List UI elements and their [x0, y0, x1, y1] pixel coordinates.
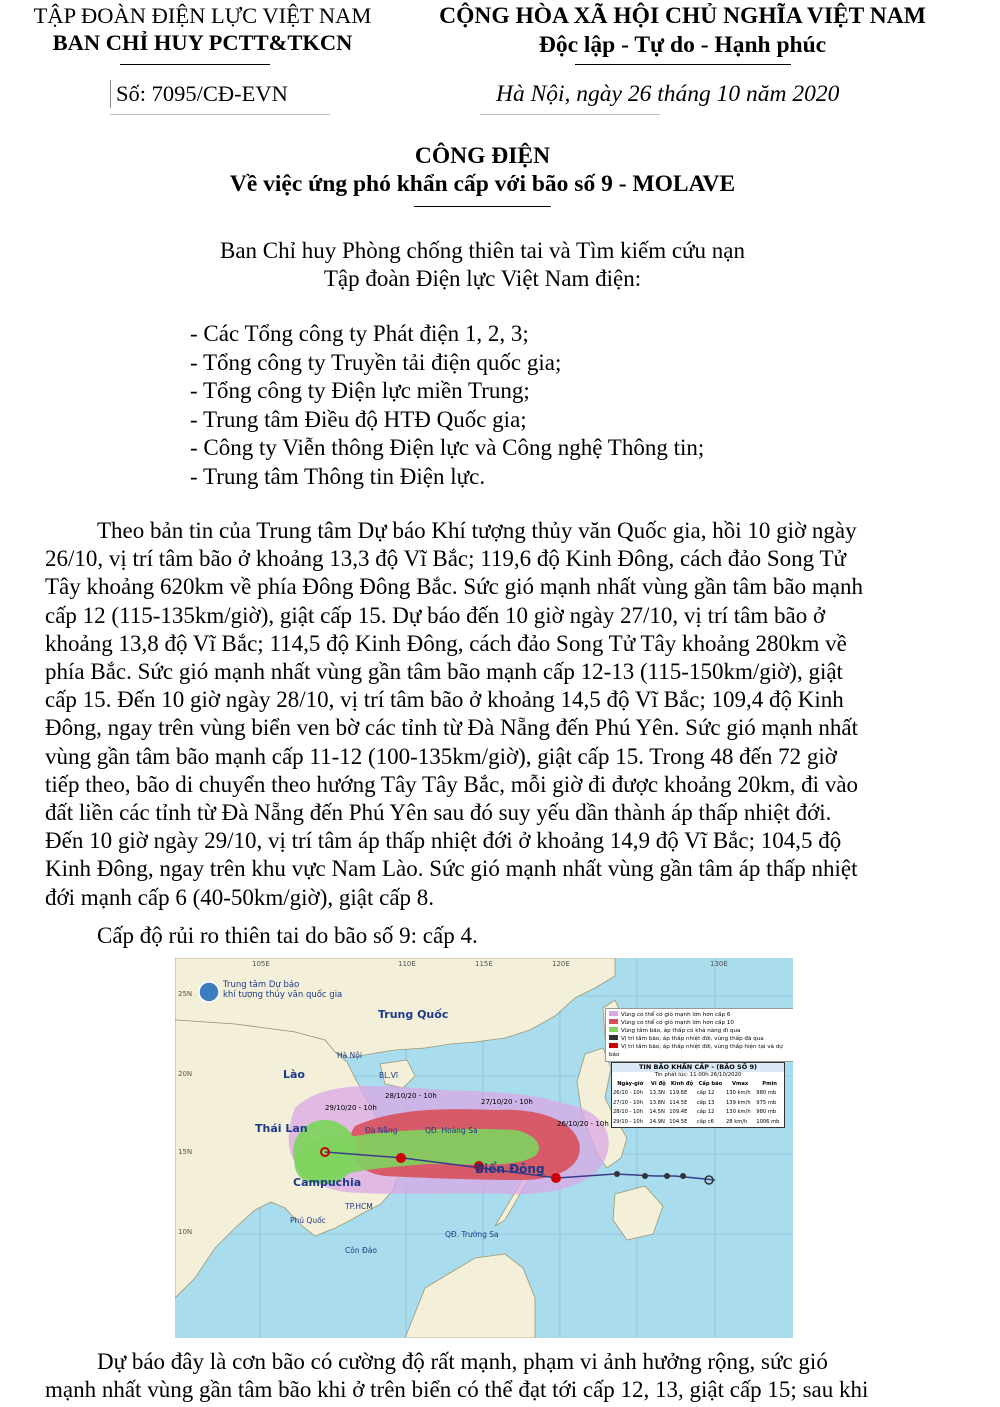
bulletin-title: TIN BÃO KHẨN CẤP - (BÃO SỐ 9) — [612, 1063, 784, 1072]
label-phuquoc: Phú Quốc — [290, 1216, 326, 1225]
land-borneo — [405, 1254, 535, 1338]
bulletin-row: 28/10 - 10h 14.5N 109.4E cấp 12 130 km/h 980 mb — [613, 1109, 777, 1115]
recipient-item: - Tổng công ty Truyền tải điện quốc gia; — [190, 349, 562, 375]
label-track-26: 26/10/20 - 10h — [557, 1120, 609, 1128]
lon-label: 130E — [710, 960, 728, 968]
label-track-28: 28/10/20 - 10h — [385, 1092, 437, 1100]
lon-label: 110E — [398, 960, 416, 968]
recipient-item: - Trung tâm Thông tin Điện lực. — [190, 463, 486, 489]
label-east-sea: Biển Đông — [475, 1162, 545, 1176]
lon-label: 105E — [252, 960, 270, 968]
bulletin-row: 29/10 - 10h 14.9N 104.5E cấp c6 28 km/h 1006 mb — [613, 1118, 780, 1125]
para-line: 26/10, vị trí tâm bão ở khoảng 13,3 độ Vĩ Bắc; 119,6 độ Kinh Đông, cách đảo Song Tử — [45, 546, 847, 572]
doc-subject: Về việc ứng phó khẩn cấp với bão số 9 - MOLAVE — [229, 171, 736, 197]
lat-label: 15N — [178, 1148, 193, 1156]
label-condao: Côn Đảo — [345, 1246, 377, 1255]
para-line: phía Bắc. Sức gió mạnh nhất vùng gần tâm bão mạnh cấp 12-13 (115-150km/giờ), giật — [45, 659, 843, 685]
para-line: mạnh nhất vùng gần tâm bão khi ở trên biển có thể đạt tới cấp 12, 13, giật cấp 15; sau khi — [45, 1377, 869, 1403]
land-mindanao — [613, 1186, 663, 1240]
doc-title — [0, 142, 965, 198]
lat-label: 20N — [178, 1070, 193, 1078]
legend-item: Vị trí tâm bão, áp thấp nhiệt đới, vùng thấp đã qua — [609, 1035, 793, 1043]
number-rule — [110, 114, 330, 115]
para-line: Đến 10 giờ ngày 29/10, vị trí tâm áp thấp nhiệt đới ở khoảng 14,9 độ Vĩ Bắc; 104,5 độ — [45, 828, 842, 854]
para-line: tiếp theo, bão di chuyển theo hướng Tây Tây Bắc, mỗi giờ đi được khoảng 20km, đi vào — [45, 771, 859, 797]
recipient-item: - Công ty Viễn thông Điện lực và Công nghệ Thông tin; — [190, 435, 705, 460]
past-point — [614, 1171, 620, 1177]
label-bachlongvi: BL.Vĩ — [379, 1071, 398, 1080]
para-line: cấp 15. Đến 10 giờ ngày 28/10, vị trí tâm bão ở khoảng 14,5 độ Vĩ Bắc; 109,4 độ Kinh — [45, 687, 844, 713]
lat-label: 25N — [178, 990, 193, 998]
track-point-26 — [551, 1173, 561, 1183]
agency-line1: Trung tâm Dự báo — [223, 980, 300, 990]
agency-logo — [199, 982, 219, 1002]
doc-type: CÔNG ĐIỆN — [414, 143, 551, 169]
label-track-29: 29/10/20 - 10h — [325, 1104, 377, 1112]
national-motto — [410, 2, 955, 60]
bulletin-row: 27/10 - 10h 13.8N 114.5E cấp 13 139 km/h 975 mb — [613, 1099, 777, 1106]
past-point — [642, 1173, 648, 1179]
motto-underline — [575, 64, 791, 65]
lat-label: 10N — [178, 1228, 193, 1236]
para-line: Đông, ngay trên vùng biển ven bờ các tỉnh từ Đà Nẵng đến Phú Yên. Sức gió mạnh nhất — [45, 715, 858, 741]
para-line: đới mạnh cấp 6 (40-50km/giờ), giật cấp 8. — [45, 884, 435, 910]
title-underline — [414, 206, 551, 207]
storm-forecast-map — [175, 958, 793, 1338]
legend-item: Vùng có thể có gió mạnh lớn hơn cấp 10 — [609, 1019, 793, 1027]
para-line: Dự báo đây là cơn bão có cường độ rất mạnh, phạm vi ảnh hưởng rộng, sức gió — [97, 1349, 828, 1374]
label-truongsa: QĐ. Trường Sa — [445, 1230, 499, 1239]
doc-number: Số: 7095/CĐ-EVN — [110, 80, 288, 108]
bulletin-table — [612, 1080, 784, 1128]
recipient-list — [190, 320, 704, 491]
agency-line2: khí tượng thủy văn quốc gia — [223, 990, 343, 1000]
para-line: Theo bản tin của Trung tâm Dự báo Khí tượng thủy văn Quốc gia, hồi 10 giờ ngày — [97, 518, 857, 543]
para-line: cấp 12 (115-135km/giờ), giật cấp 15. Dự báo đến 10 giờ ngày 27/10, vị trí tâm bão ở — [45, 602, 826, 628]
bulletin-time: Tin phát lúc: 11:00h 26/10/2020 — [654, 1072, 742, 1078]
para-line: Kinh Đông, ngay trên khu vực Nam Lào. Sức gió mạnh nhất vùng gần tâm áp thấp nhiệt — [45, 856, 858, 882]
sender-line1: Ban Chỉ huy Phòng chống thiên tai và Tìm kiếm cứu nạn — [219, 238, 745, 263]
label-laos: Lào — [283, 1068, 305, 1081]
org-line2: BAN CHỈ HUY PCTT&TKCN — [52, 30, 353, 55]
past-point — [680, 1173, 686, 1179]
agency-label — [223, 980, 342, 1000]
para-line: khoảng 13,8 độ Vĩ Bắc; 114,5 độ Kinh Đông, cách đảo Song Tử Tây khoảng 280km về — [45, 630, 847, 656]
lon-label: 115E — [475, 960, 493, 968]
bulletin-box — [611, 1062, 785, 1128]
label-thailand: Thái Lan — [255, 1122, 308, 1135]
outlook-paragraph — [45, 1348, 925, 1404]
org-underline — [120, 64, 270, 65]
recipient-item: - Tổng công ty Điện lực miền Trung; — [190, 378, 530, 403]
nation-line1: CỘNG HÒA XÃ HỘI CHỦ NGHĨA VIỆT NAM — [439, 3, 926, 29]
forecast-paragraph — [45, 517, 925, 912]
label-cambodia: Campuchia — [293, 1176, 362, 1189]
lon-label: 120E — [552, 960, 570, 968]
legend-item: Vùng có thể có gió mạnh lớn hơn cấp 6 — [609, 1011, 793, 1019]
recipient-item: - Các Tổng công ty Phát điện 1, 2, 3; — [190, 321, 529, 346]
para-line: Tây khoảng 620km về phía Đông Đông Bắc. Sức gió mạnh nhất vùng gần tâm bão mạnh — [45, 574, 863, 600]
para-line: đất liền các tỉnh từ Đà Nẵng đến Phú Yên sau đó suy yếu dần thành áp thấp nhiệt đới. — [45, 800, 832, 826]
map-legend — [605, 1008, 793, 1062]
org-line1: TẬP ĐOÀN ĐIỆN LỰC VIỆT NAM — [33, 3, 372, 28]
past-point — [664, 1173, 670, 1179]
track-point-28 — [396, 1153, 406, 1163]
sender-block — [0, 237, 965, 293]
label-hoangsa: QĐ. Hoàng Sa — [425, 1126, 478, 1135]
label-china: Trung Quốc — [378, 1008, 449, 1021]
legend-item: Vùng tâm bão, áp thấp có khả năng đi qua — [609, 1027, 793, 1035]
bulletin-row: 26/10 - 10h 13.3N 119.6E cấp 12 130 km/h 980 mb — [613, 1090, 777, 1096]
label-track-27: 27/10/20 - 10h — [481, 1098, 533, 1106]
doc-date: Hà Nội, ngày 26 tháng 10 năm 2020 — [496, 81, 840, 107]
date-rule — [480, 114, 660, 115]
bulletin-header-row: Ngày-giờ Vĩ độ Kinh độ Cấp bão Vmax Pmin — [617, 1080, 777, 1087]
sender-line2: Tập đoàn Điện lực Việt Nam điện: — [323, 266, 642, 291]
label-danang: Đà Nẵng — [365, 1126, 398, 1135]
risk-level: Cấp độ rủi ro thiên tai do bão số 9: cấp 4. — [97, 923, 478, 948]
nation-line2: Độc lập - Tự do - Hạnh phúc — [538, 32, 827, 58]
para-line: vùng gần tâm bão mạnh cấp 11-12 (100-135km/giờ), giật cấp 15. Trong 48 đến 72 giờ — [45, 743, 837, 769]
recipient-item: - Trung tâm Điều độ HTĐ Quốc gia; — [190, 406, 527, 432]
label-hcm: TP.HCM — [345, 1202, 373, 1211]
label-hanoi: Hà Nội — [337, 1051, 362, 1060]
legend-item: Vị trí tâm bão, áp thấp nhiệt đới, vùng thấp hiện tại và dự báo — [609, 1044, 783, 1058]
org-name — [10, 2, 395, 56]
